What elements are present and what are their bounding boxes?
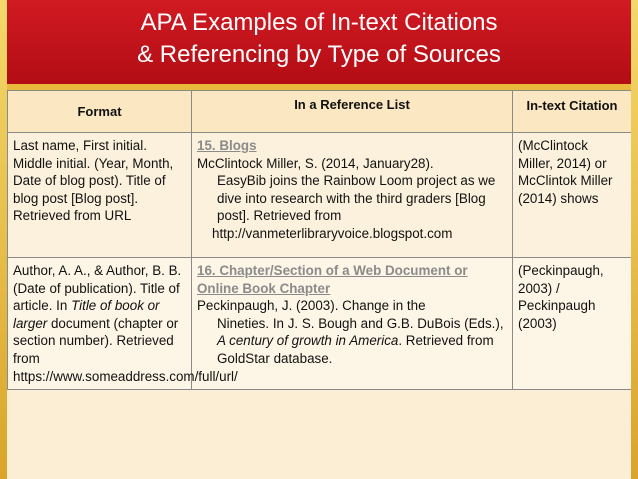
citation-table xyxy=(7,90,631,390)
header-format: Format xyxy=(8,91,192,133)
format-cell: Last name, First initial. Middle initial. (Year, Month, Date of blog post). Title of blog post [Blog post]. Retrieved from URL xyxy=(8,133,192,258)
reference-indent-italic: A century of growth in America xyxy=(217,333,399,349)
table-header-row xyxy=(8,91,632,133)
slide-title xyxy=(7,0,631,84)
section-title-blogs: 15. Blogs xyxy=(197,138,257,153)
citation-table-container xyxy=(7,90,631,479)
title-line-1: APA Examples of In-text Citations xyxy=(140,9,498,36)
section-title-web-chapter: 16. Chapter/Section of a Web Document or Online Book Chapter xyxy=(197,263,468,296)
table-row xyxy=(8,258,632,390)
reference-cell xyxy=(192,258,513,390)
format-text-start: Author, A. A., & Author, B. B. (Date of publication). Title of article. In xyxy=(13,263,182,314)
reference-indented-text xyxy=(197,315,507,368)
reference-indent-end: . Retrieved from GoldStar database. xyxy=(217,333,494,366)
frame-right-border xyxy=(631,0,638,479)
format-text-italic: Title of book or larger xyxy=(13,298,160,331)
reference-first-line: McClintock Miller, S. (2014, January28). xyxy=(197,155,434,171)
intext-cell: (Peckinpaugh, 2003) / Peckinpaugh (2003) xyxy=(513,258,632,390)
frame-left-border xyxy=(0,0,7,479)
header-intext-citation: In-text Citation xyxy=(513,91,632,133)
intext-cell: (McClintock Miller, 2014) or McClintok Miller (2014) shows xyxy=(513,133,632,258)
reference-url: http://vanmeterlibraryvoice.blogspot.com xyxy=(212,225,453,241)
reference-indented-text: EasyBib joins the Rainbow Loom project as we dive into research with the third graders [Blog post]. Retrieved from xyxy=(217,173,496,224)
reference-cell xyxy=(192,133,513,258)
reference-indent-start: Nineties. In J. S. Bough and G.B. DuBois (Eds.), xyxy=(217,315,504,331)
reference-first-line: Peckinpaugh, J. (2003). Change in the xyxy=(197,298,426,314)
title-line-2: & Referencing by Type of Sources xyxy=(137,41,501,68)
format-cell xyxy=(8,258,238,390)
table-row xyxy=(8,133,632,258)
header-reference-list: In a Reference List xyxy=(192,91,513,133)
format-text-end: document (chapter or section number). Retrieved from https://www.someaddress.com/full/url/ xyxy=(13,315,238,384)
